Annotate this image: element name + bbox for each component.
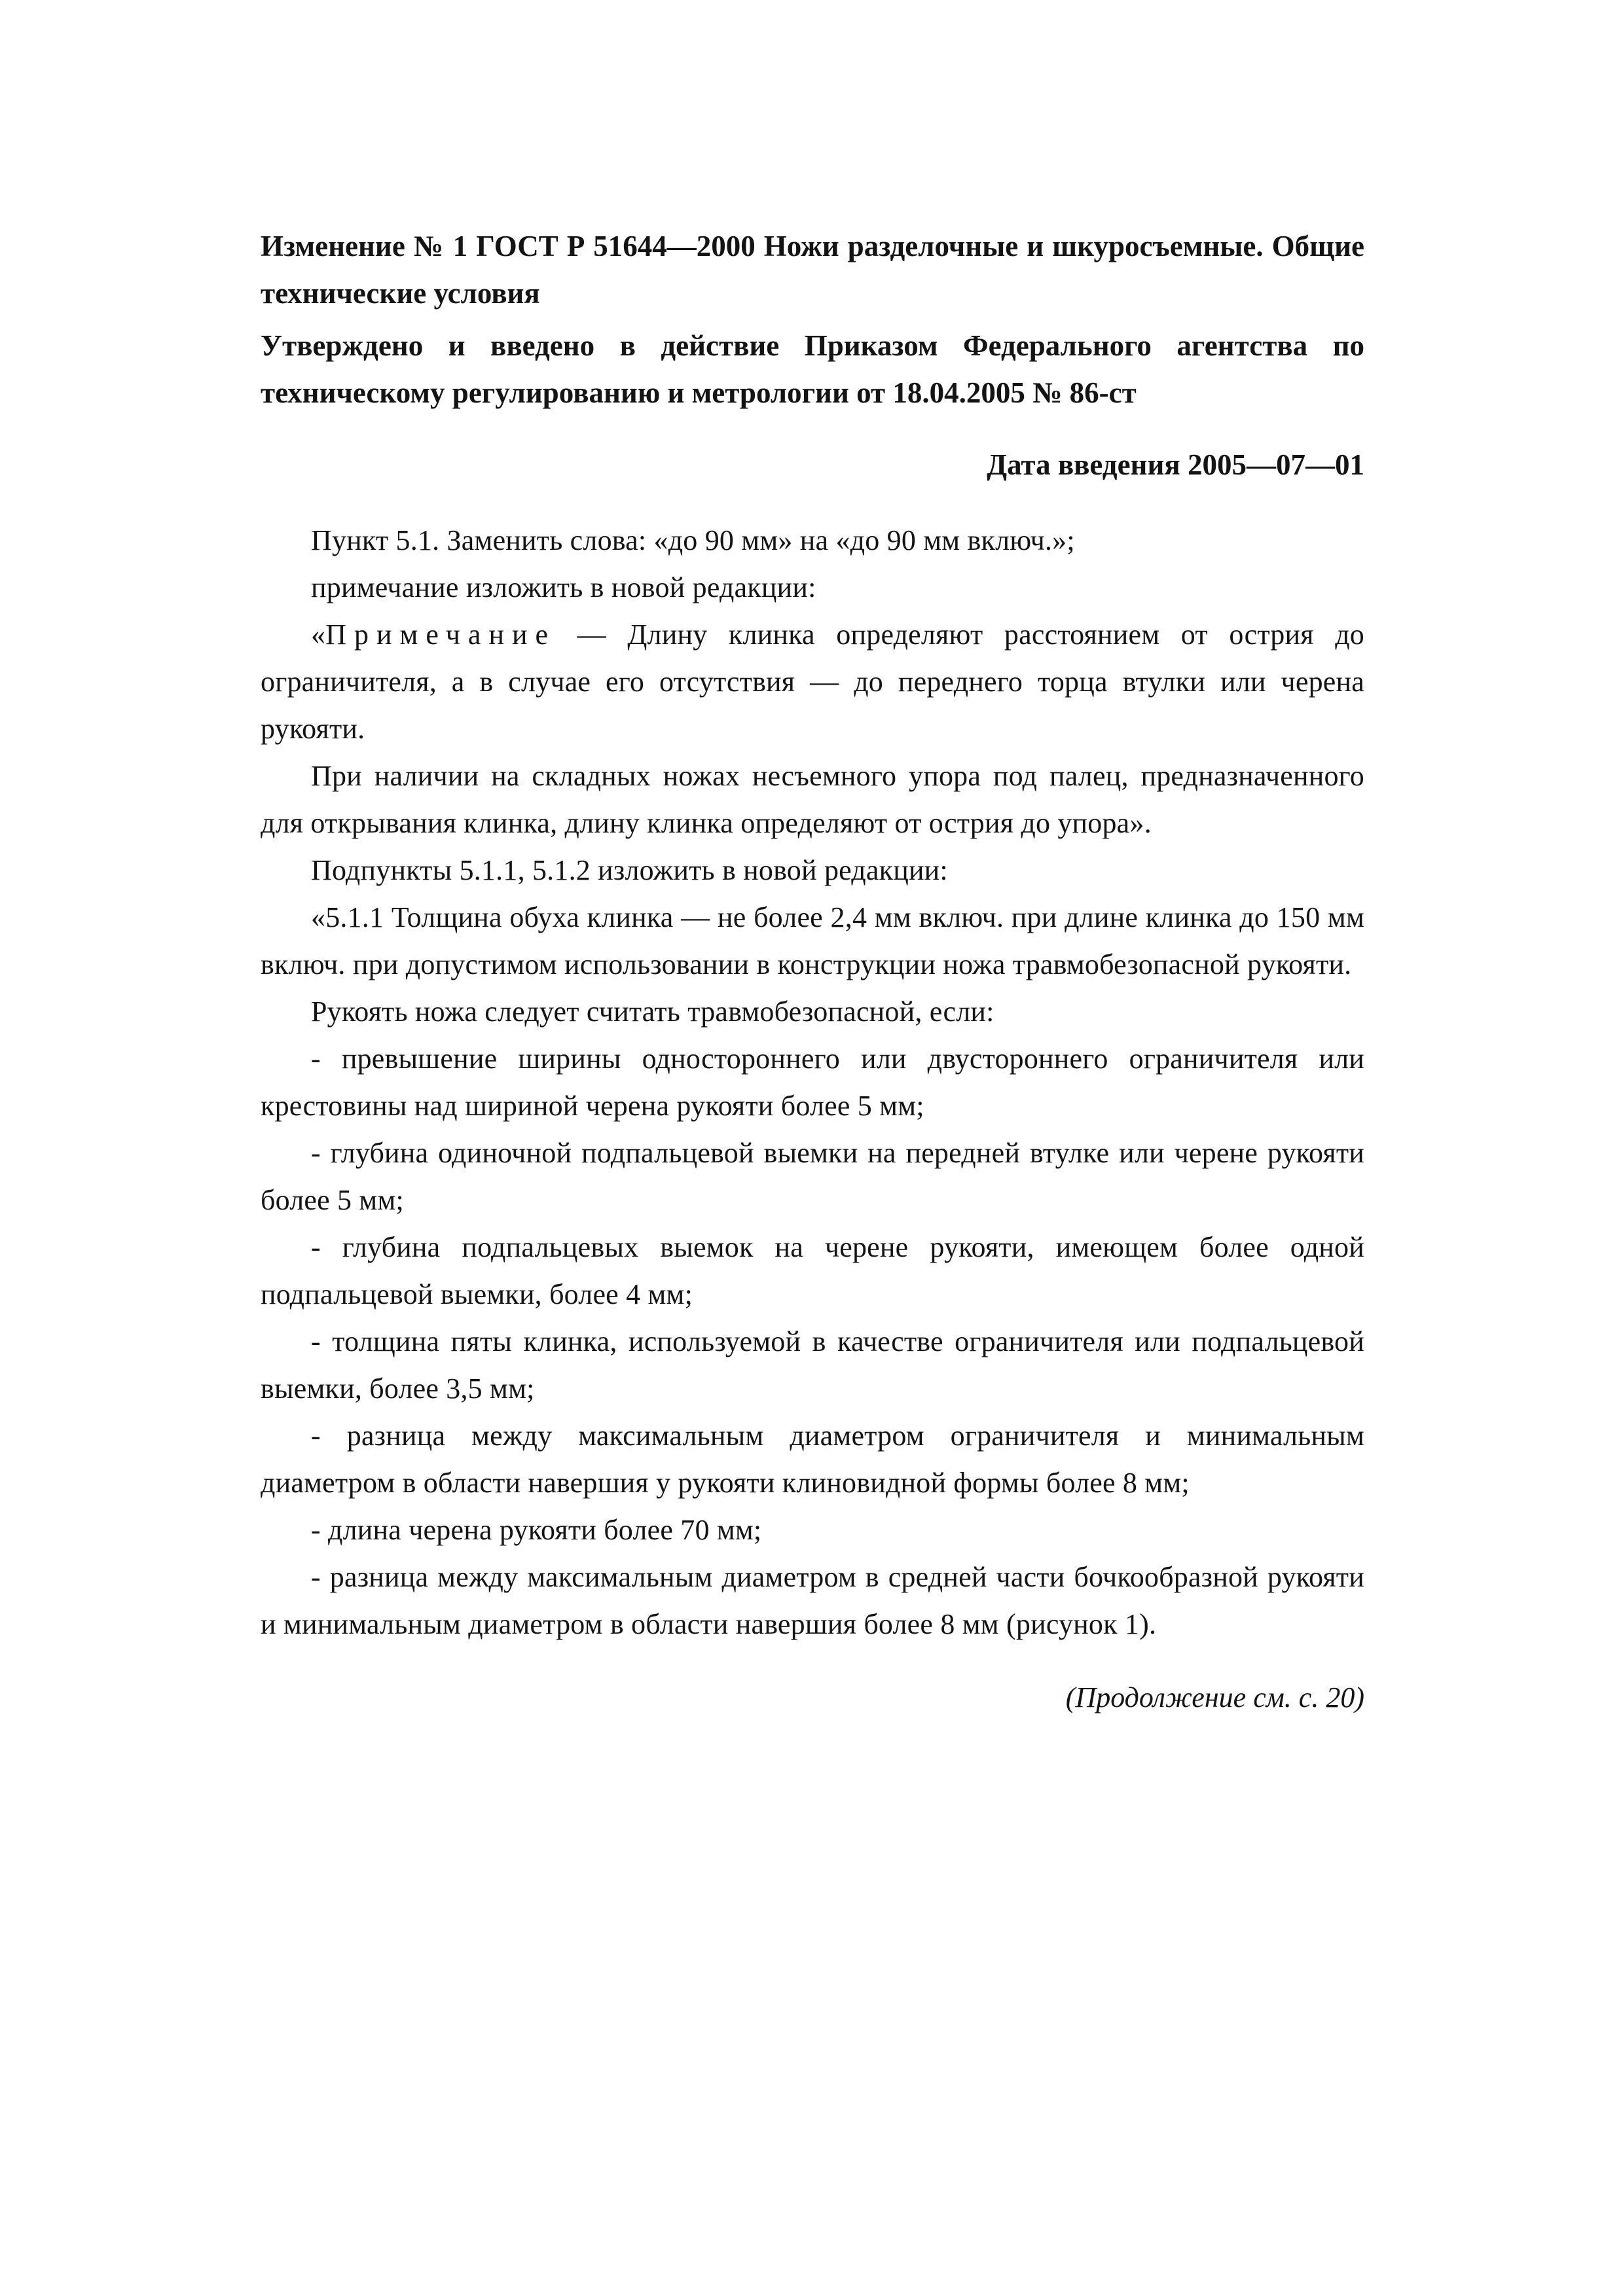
- approval-statement: Утверждено и введено в действие Приказом Федерального агентства по техническому регулированию и метрологии от 18.04.2005 № 86-ст: [261, 329, 1364, 409]
- list-item: - глубина одиночной подпальцевой выемки на передней втулке или черене рукояти более 5 мм;: [261, 1137, 1364, 1216]
- list-item: - разница между максимальным диаметром в средней части бочкообразной рукояти и минимальным диаметром в области навершия более 8 мм (рисунок 1).: [261, 1561, 1364, 1640]
- note-label: Примечание: [325, 619, 556, 651]
- document-page: [261, 223, 1364, 1721]
- list-item: - разница между максимальным диаметром ограничителя и минимальным диаметром в области навершия у рукояти клиновидной формы более 8 мм;: [261, 1420, 1364, 1499]
- list-item: - длина черена рукояти более 70 мм;: [311, 1514, 762, 1546]
- paragraph-subitems-intro: Подпункты 5.1.1, 5.1.2 изложить в новой редакции:: [311, 854, 948, 886]
- amendment-body: [261, 517, 1364, 1648]
- amendment-title: Изменение № 1 ГОСТ Р 51644—2000 Ножи разделочные и шкуросъемные. Общие технические условия: [261, 230, 1364, 310]
- list-item: - превышение ширины одностороннего или двустороннего ограничителя или крестовины над шириной черена рукояти более 5 мм;: [261, 1043, 1364, 1122]
- paragraph-note: [261, 611, 1364, 753]
- list-item: - толщина пяты клинка, используемой в качестве ограничителя или подпальцевой выемки, более 3,5 мм;: [261, 1325, 1364, 1405]
- continuation-note: (Продолжение см. с. 20): [1065, 1681, 1364, 1713]
- paragraph-item-5-1-1: «5.1.1 Толщина обуха клинка — не более 2,4 мм включ. при длине клинка до 150 мм включ. при допустимом использовании в конструкции ножа травмобезопасной рукояти.: [261, 901, 1364, 980]
- paragraph-item-5-1: Пункт 5.1. Заменить слова: «до 90 мм» на «до 90 мм включ.»;: [311, 524, 1075, 556]
- effective-date: Дата введения 2005—07—01: [987, 448, 1364, 481]
- list-item: - глубина подпальцевых выемок на черене рукояти, имеющем более одной подпальцевой выемки, более 4 мм;: [261, 1231, 1364, 1310]
- note-open-quote: «: [311, 619, 326, 651]
- paragraph-safe-handle-intro: Рукоять ножа следует считать травмобезопасной, если:: [311, 996, 994, 1028]
- paragraph-note-intro: примечание изложить в новой редакции:: [311, 571, 816, 603]
- paragraph-folding-knives: При наличии на складных ножах несъемного упора под палец, предназначенного для открывания клинка, длину клинка определяют от острия до упора».: [261, 760, 1364, 839]
- note-text: — Длину клинка определяют расстоянием от острия до ограничителя, а в случае его отсутствия — до переднего торца втулки или черена рукояти.: [261, 619, 1364, 745]
